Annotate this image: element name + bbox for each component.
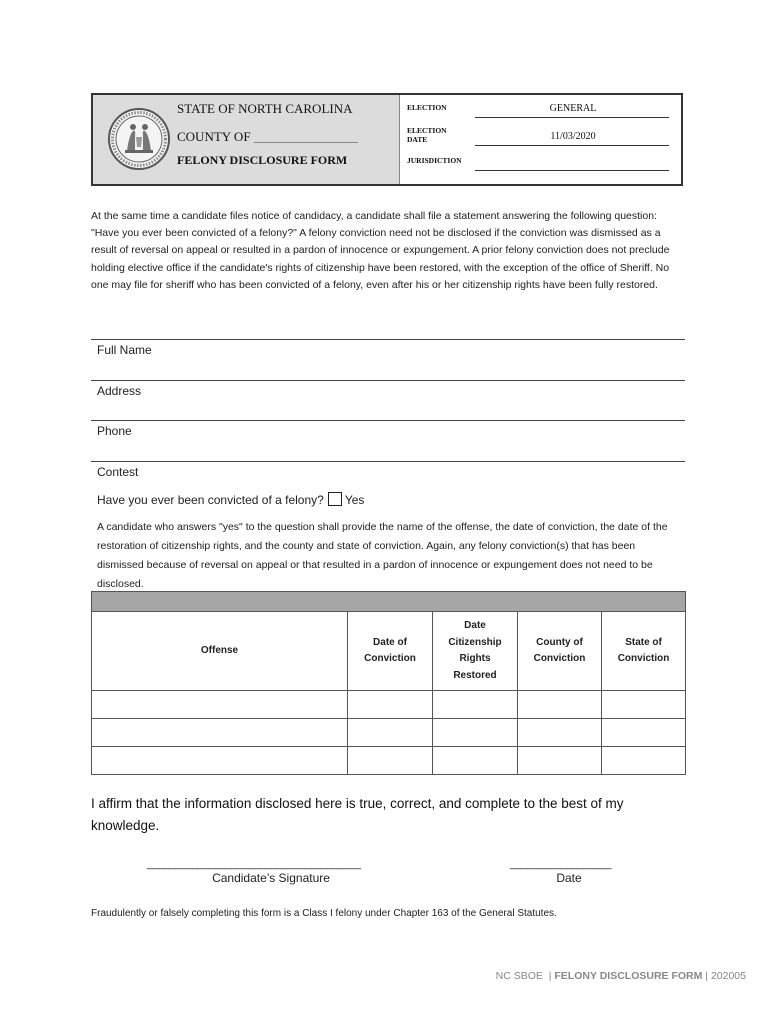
address-field[interactable] — [91, 420, 685, 421]
election-date-label-line2: DATE — [407, 135, 428, 144]
instructions-paragraph: A candidate who answers "yes" to the question shall provide the name of the offense, the date of conviction, the date of the restoration of citizenship rights, and the county and state of conviction. Again, any felony conviction(s) that has been dismissed because of reversal on appeal or that resulted in a pardon of innocence or expungement does not need to be disclosed. — [97, 521, 668, 590]
phone-label: Phone — [97, 424, 132, 438]
jurisdiction-label: JURISDICTION — [407, 156, 462, 165]
date-label: Date — [556, 871, 582, 885]
county-line — [177, 129, 358, 145]
table-cell[interactable] — [92, 719, 348, 747]
felony-table — [91, 591, 686, 775]
header-title-panel — [93, 95, 400, 184]
page-footer — [478, 970, 746, 982]
column-header-line: Conviction — [533, 653, 586, 664]
table-cell[interactable] — [433, 719, 518, 747]
table-cell[interactable] — [92, 747, 348, 775]
column-header-line: Rights — [459, 653, 491, 664]
column-header-line: Restored — [453, 669, 497, 681]
column-header-line: Conviction — [364, 653, 416, 664]
state-seal-icon — [107, 107, 171, 171]
footer-separator: | — [705, 970, 709, 982]
table-cell[interactable] — [433, 747, 518, 775]
footer-org: NC SBOE — [495, 970, 543, 982]
table-cell[interactable] — [602, 747, 686, 775]
full-name-field[interactable] — [91, 380, 685, 381]
table-cell[interactable] — [348, 719, 433, 747]
election-date-label-line1: ELECTION — [407, 126, 447, 135]
footer-separator: | — [548, 970, 552, 982]
address-label: Address — [97, 384, 142, 398]
table-row — [92, 747, 686, 775]
election-value[interactable]: GENERAL — [549, 103, 597, 114]
table-cell[interactable] — [92, 691, 348, 719]
table-cell[interactable] — [433, 691, 518, 719]
column-header-line: Citizenship — [448, 636, 502, 648]
table-header-row — [92, 612, 686, 691]
footer-form-name: FELONY DISCLOSURE FORM — [554, 970, 703, 982]
table-cell[interactable] — [348, 747, 433, 775]
jurisdiction-underline — [475, 170, 669, 171]
footer-code: 202005 — [710, 970, 746, 982]
table-row — [92, 691, 686, 719]
table-cell[interactable] — [518, 747, 602, 775]
contest-label: Contest — [97, 465, 139, 479]
signature-label: Candidate’s Signature — [212, 871, 330, 885]
county-label: COUNTY OF — [177, 129, 251, 144]
election-date-label — [407, 126, 447, 144]
form-header — [91, 93, 683, 186]
column-header — [348, 612, 433, 691]
form-title: FELONY DISCLOSURE FORM — [177, 153, 348, 167]
column-header-line: Date of — [373, 636, 407, 648]
column-header — [602, 612, 686, 691]
column-header-line: Offense — [200, 644, 239, 656]
full-name-label: Full Name — [97, 343, 152, 357]
column-header-line: County of — [536, 636, 583, 648]
felony-question — [97, 492, 364, 507]
column-header — [433, 612, 518, 691]
table-cell[interactable] — [518, 691, 602, 719]
table-row — [92, 719, 686, 747]
fraud-notice: Fraudulently or falsely completing this form is a Class I felony under Chapter 163 of the General Statutes. — [91, 908, 557, 919]
signature-line[interactable]: ______________________________________ — [147, 858, 361, 870]
election-date-underline — [475, 145, 669, 146]
top-rule — [91, 339, 685, 340]
column-header — [92, 612, 348, 691]
phone-field[interactable] — [91, 461, 685, 462]
column-header-line: Conviction — [617, 653, 670, 664]
column-header-line: State of — [625, 636, 662, 648]
column-header — [518, 612, 602, 691]
date-line[interactable]: __________________ — [510, 858, 612, 870]
election-underline — [475, 117, 669, 118]
yes-label: Yes — [344, 493, 365, 507]
election-label: ELECTION — [407, 103, 447, 112]
state-name: STATE OF NORTH CAROLINA — [177, 101, 353, 116]
table-cell[interactable] — [518, 719, 602, 747]
intro-paragraph: At the same time a candidate files notice of candidacy, a candidate shall file a statement answering the following question: "Have you ever been convicted of a felony?" A felony conviction need not be disclosed if the conviction was dismissed as a result of reversal on appeal or resulted in a pardon of innocence or expungement. A prior felony conviction does not preclude holding elective office if the candidate's rights of citizenship have been restored, with the exception of the office of Sheriff. No one may file for sheriff who has been convicted of a felony, even after his or her citizenship rights have been fully restored. — [91, 210, 670, 291]
table-cell[interactable] — [348, 691, 433, 719]
yes-checkbox[interactable] — [328, 492, 342, 506]
affirmation-text: I affirm that the information disclosed here is true, correct, and complete to the best of my knowledge. — [91, 796, 624, 833]
table-cell[interactable] — [602, 691, 686, 719]
election-date-value[interactable]: 11/03/2020 — [550, 131, 596, 142]
table-cell[interactable] — [602, 719, 686, 747]
felony-question-text: Have you ever been convicted of a felony? — [97, 493, 324, 507]
column-header-line: Date — [464, 620, 486, 631]
table-title-bar — [92, 592, 686, 612]
county-blank[interactable]: ________________ — [253, 129, 358, 144]
